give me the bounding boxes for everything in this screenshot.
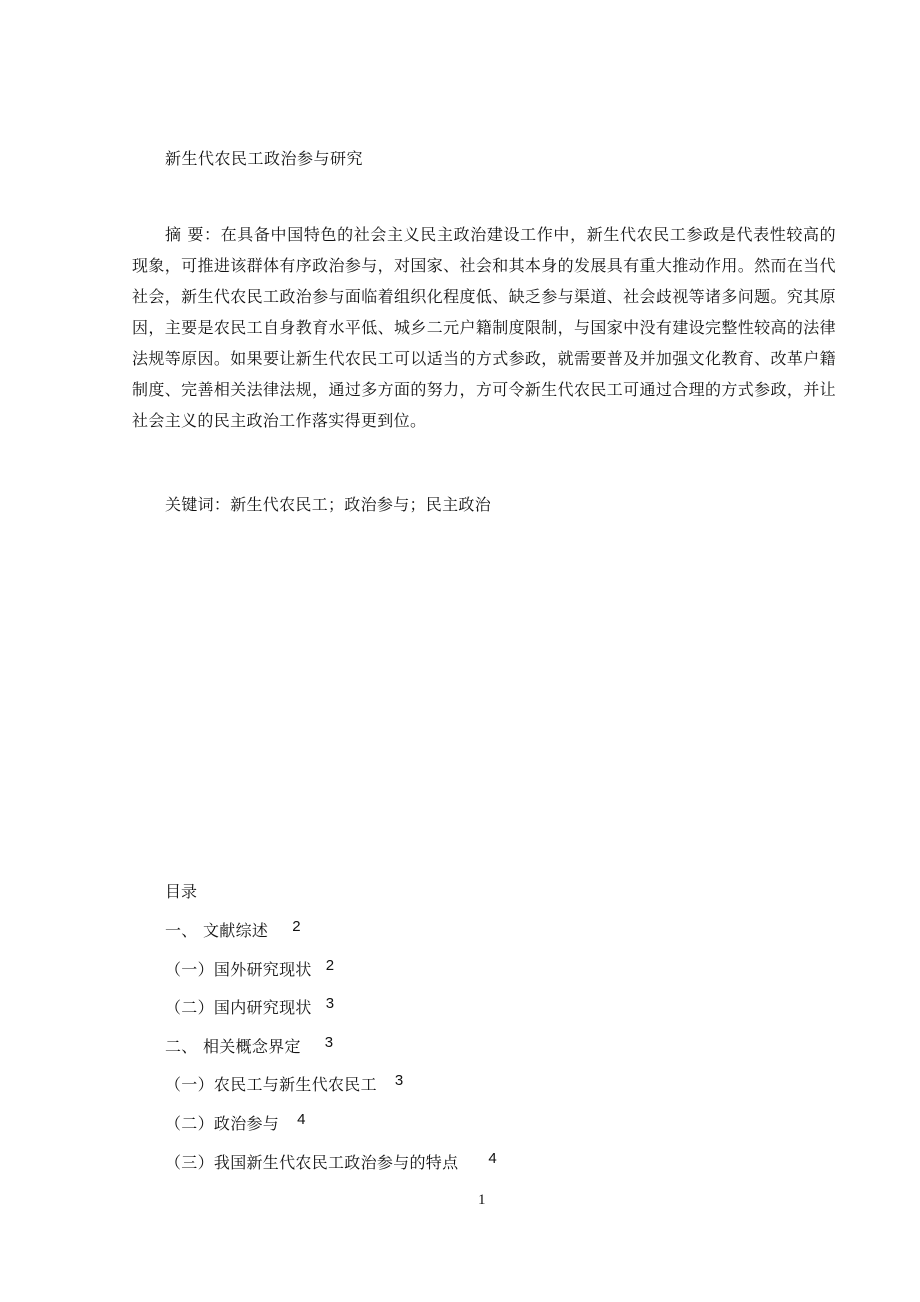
toc-item-page: 2 bbox=[325, 956, 335, 974]
toc-item-migrant-workers[interactable] bbox=[165, 1072, 497, 1111]
keywords-line: 关键词：新生代农民工；政治参与；民主政治 bbox=[165, 495, 492, 514]
toc-item-political-participation[interactable] bbox=[165, 1111, 497, 1150]
toc-item-characteristics[interactable] bbox=[165, 1150, 497, 1189]
toc-item-label: （二）政治参与 bbox=[165, 1113, 280, 1133]
toc-heading: 目录 bbox=[165, 882, 198, 901]
toc-item-page: 3 bbox=[324, 1033, 334, 1051]
toc-item-label: （三）我国新生代农民工政治参与的特点 bbox=[165, 1152, 459, 1172]
abstract-paragraph: 摘 要：在具备中国特色的社会主义民主政治建设工作中，新生代农民工参政是代表性较高的现象，可推进该群体有序政治参与，对国家、社会和其本身的发展具有重大推动作用。然而在当代社会，新生代农民工政治参与面临着组织化程度低、缺乏参与渠道、社会歧视等诸多问题。究其原因，主要是农民工自身教育水平低、城乡二元户籍制度限制，与国家中没有建设完整性较高的法律法规等原因。如果要让新生代农民工可以适当的方式参政，就需要普及并加强文化教育、改革户籍制度、完善相关法律法规，通过多方面的努力，方可令新生代农民工可通过合理的方式参政，并让社会主义的民主政治工作落实得更到位。 bbox=[132, 225, 836, 430]
toc-item-concept-definition[interactable] bbox=[165, 1034, 497, 1073]
toc-item-page: 2 bbox=[292, 918, 301, 935]
toc-item-foreign-research[interactable] bbox=[165, 957, 497, 996]
page-number: 1 bbox=[478, 1192, 486, 1208]
toc-item-label: 二、 相关概念界定 bbox=[165, 1036, 301, 1056]
toc-item-page: 3 bbox=[325, 995, 335, 1013]
toc-item-label: （一）国外研究现状 bbox=[165, 959, 312, 979]
toc-item-domestic-research[interactable] bbox=[165, 995, 497, 1034]
toc-item-page: 4 bbox=[297, 1110, 306, 1128]
document-title: 新生代农民工政治参与研究 bbox=[165, 149, 364, 168]
toc-item-label: （二）国内研究现状 bbox=[165, 998, 312, 1018]
toc-item-page: 3 bbox=[394, 1072, 404, 1090]
table-of-contents bbox=[165, 918, 497, 1188]
toc-item-label: （一）农民工与新生代农民工 bbox=[165, 1075, 377, 1095]
toc-item-literature-review[interactable] bbox=[165, 918, 497, 957]
toc-item-page: 4 bbox=[488, 1149, 497, 1167]
toc-item-label: 一、 文献综述 bbox=[165, 921, 269, 940]
